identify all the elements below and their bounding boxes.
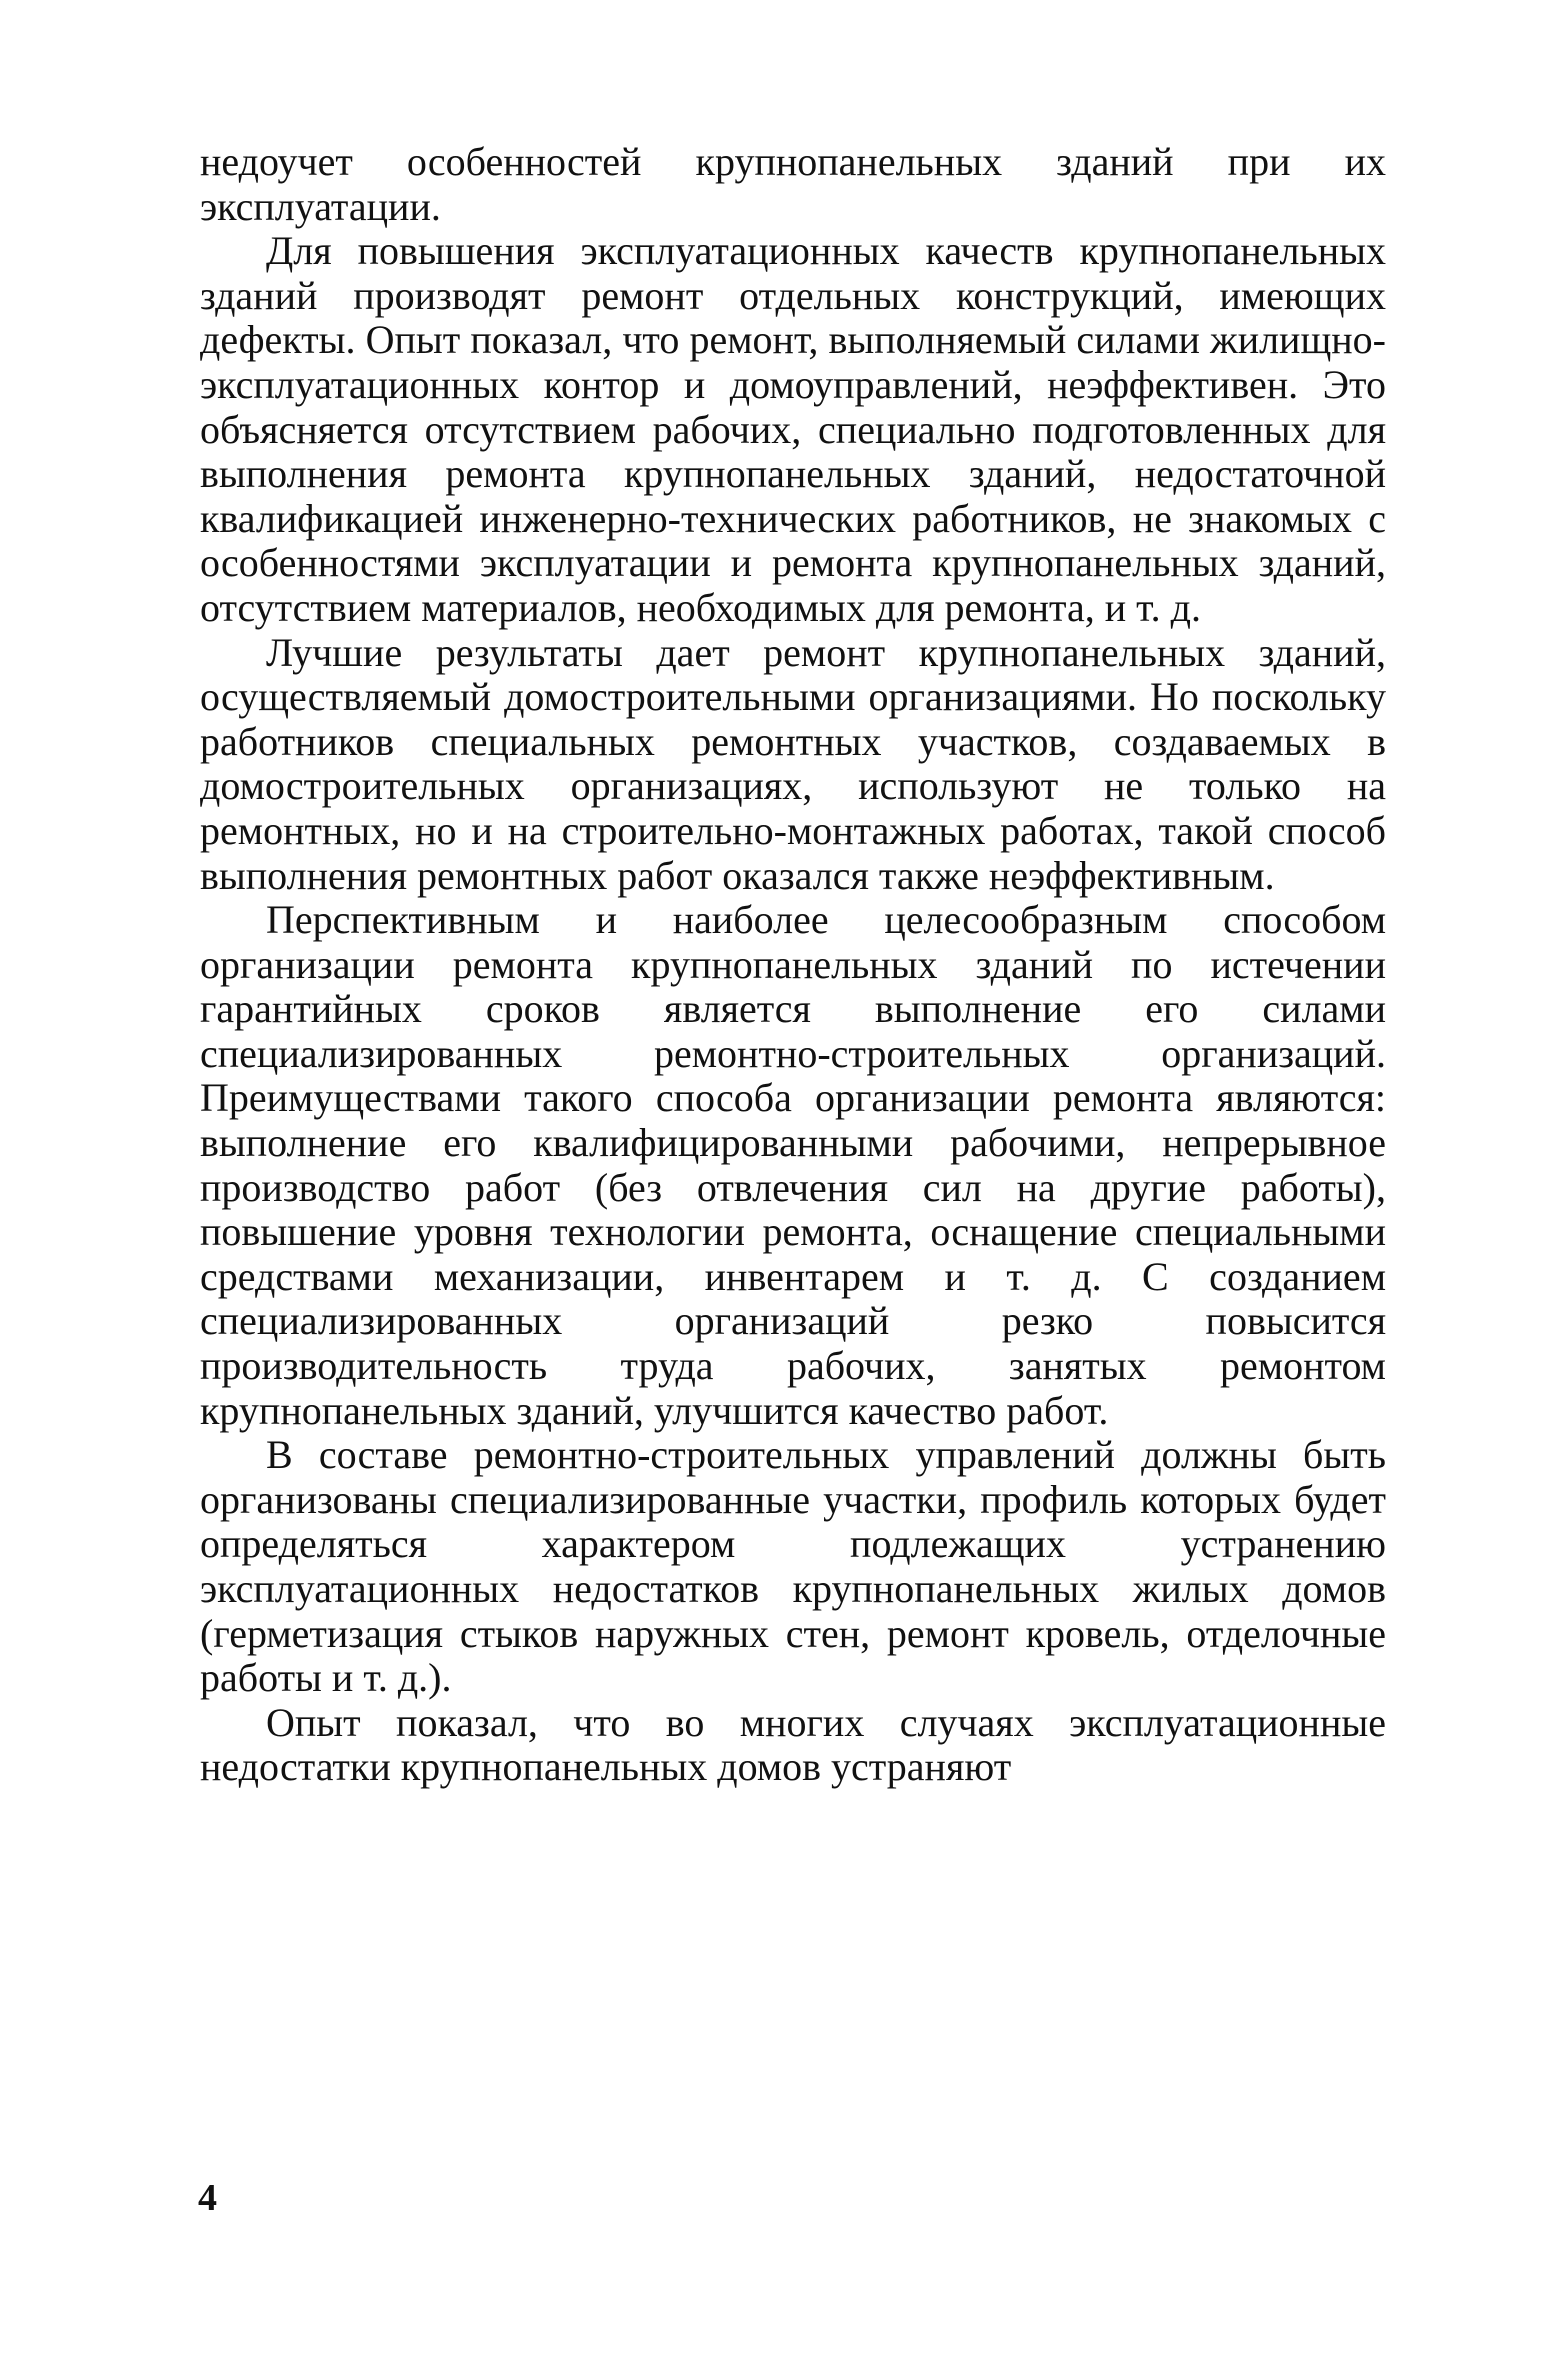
paragraph-continuation: недоучет особенностей крупнопанельных зданий при их эксплуатации. (200, 139, 1386, 229)
page-body (200, 140, 1386, 1790)
paragraph-repair-units: В составе ремонтно-строительных управлений должны быть организованы специализированные участки, профиль которых будет определяться характером подлежащих устранению эксплуатационных недостатков крупнопанельных жилых домов (герметизация стыков наружных стен, ремонт кровель, отделочные работы и т. д.). (200, 1432, 1386, 1701)
paragraph-experience: Опыт показал, что во многих случаях эксплуатационные недостатки крупнопанельных домов устраняют (200, 1699, 1386, 1790)
paragraph-specialized-organizations: Перспективным и наиболее целесообразным способом организации ремонта крупнопанельных зданий по истечении гарантийных сроков является выполнение его силами специализированных ремонтно-строительных организаций. Преимуществами такого способа организации ремонта являются: выполнение его квалифицированными рабочими, непрерывное производство работ (без отвлечения сил на другие работы), повышение уровня технологии ремонта, оснащение специальными средствами механизации, инвентарем и т. д. С созданием специализированных организаций резко повысится производительность труда рабочих, занятых ремонтом крупнопанельных зданий, улучшится качество работ. (200, 897, 1386, 1433)
paragraph-best-results: Лучшие результаты дает ремонт крупнопанельных зданий, осуществляемый домостроительными организациями. Но поскольку работников специальных ремонтных участков, создаваемых в домостроительных организациях, используют не только на ремонтных, но и на строительно-монтажных работах, такой способ выполнения ремонтных работ оказался также неэффективным. (200, 629, 1386, 898)
page-number: 4 (198, 2177, 217, 2219)
paragraph-repair-quality: Для повышения эксплуатационных качеств крупнопанельных зданий производят ремонт отдельных конструкций, имеющих дефекты. Опыт показал, что ремонт, выполняемый силами жилищно-эксплуатационных контор и домоуправлений, неэффективен. Это объясняется отсутствием рабочих, специально подготовленных для выполнения ремонта крупнопанельных зданий, недостаточной квалификацией инженерно-технических работников, не знакомых с особенностями эксплуатации и ремонта крупнопанельных зданий, отсутствием материалов, необходимых для ремонта, и т. д. (200, 228, 1386, 630)
